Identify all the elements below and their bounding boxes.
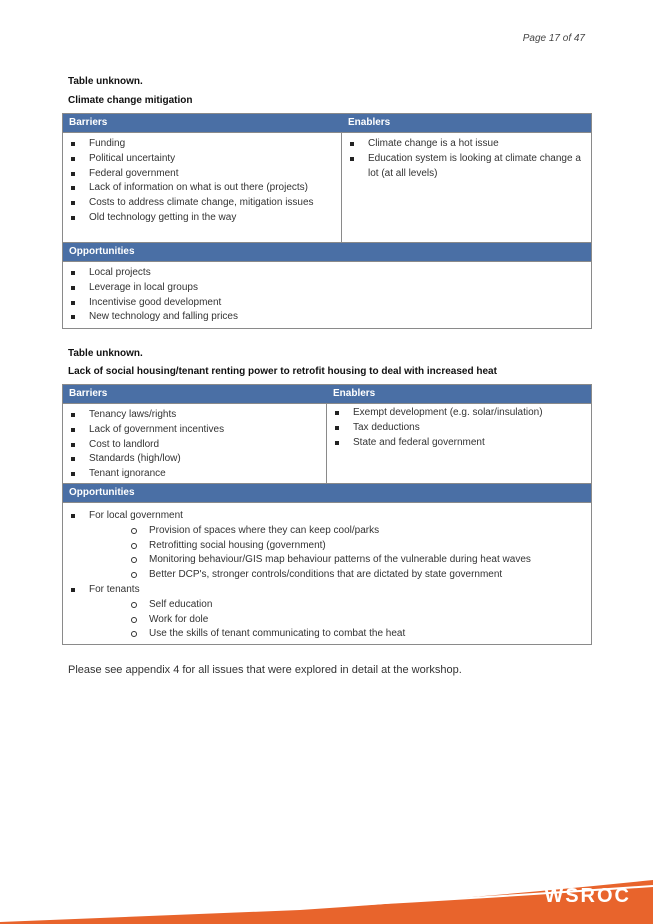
list-item: Incentivise good development: [69, 296, 585, 311]
list-item: Standards (high/low): [69, 452, 320, 467]
table2-enablers-header: Enablers: [327, 385, 591, 403]
sub-list-item: Better DCP's, stronger controls/conditions that are dictated by state government: [89, 568, 585, 583]
list-item: Cost to landlord: [69, 438, 320, 453]
list-item: Lack of information on what is out there (projects): [69, 181, 335, 196]
table2: [62, 384, 592, 645]
table1-title: Climate change mitigation: [68, 95, 193, 106]
list-item: Funding: [69, 137, 335, 152]
table2-title: Lack of social housing/tenant renting power to retrofit housing to deal with increased heat: [68, 366, 497, 377]
list-item: Tenancy laws/rights: [69, 408, 320, 423]
list-item: Lack of government incentives: [69, 423, 320, 438]
table2-barriers-cell: [63, 404, 327, 483]
sub-list-item: Provision of spaces where they can keep cool/parks: [89, 524, 585, 539]
list-item: Local projects: [69, 266, 585, 281]
opportunity-group-label: For tenants: [89, 583, 140, 595]
table1-enablers-cell: [342, 133, 591, 242]
table1-caption: Table unknown.: [68, 76, 143, 87]
list-item: Exempt development (e.g. solar/insulation): [333, 406, 585, 421]
list-item: New technology and falling prices: [69, 310, 585, 325]
opportunity-group-label: For local government: [89, 510, 183, 521]
list-item: State and federal government: [333, 436, 585, 451]
list-item: Old technology getting in the way: [69, 211, 335, 226]
list-item: Tax deductions: [333, 421, 585, 436]
sub-list-item: Self education: [89, 598, 585, 613]
list-item: Tenant ignorance: [69, 467, 320, 482]
table1-opportunities-cell: [63, 262, 591, 328]
list-item: Costs to address climate change, mitigation issues: [69, 196, 335, 211]
list-item: [69, 583, 585, 642]
list-item: [69, 509, 585, 583]
table1-opportunities-header: Opportunities: [63, 242, 591, 261]
table2-opportunities-header: Opportunities: [63, 483, 591, 502]
sub-list-item: Retrofitting social housing (government): [89, 539, 585, 554]
table1-enablers-header: Enablers: [342, 114, 591, 132]
table2-opportunities-cell: [63, 503, 591, 644]
appendix-note: Please see appendix 4 for all issues that were explored in detail at the workshop.: [68, 664, 462, 676]
wsroc-logo: WSROC: [544, 885, 631, 907]
list-item: Education system is looking at climate change a lot (at all levels): [348, 152, 585, 182]
table1-barriers-header: Barriers: [63, 114, 342, 132]
list-item: Leverage in local groups: [69, 281, 585, 296]
table2-barriers-header: Barriers: [63, 385, 327, 403]
list-item: Climate change is a hot issue: [348, 137, 585, 152]
table2-enablers-cell: [327, 404, 591, 483]
sub-list-item: Work for dole: [89, 613, 585, 628]
list-item: Federal government: [69, 167, 335, 182]
table2-caption: Table unknown.: [68, 348, 143, 359]
sub-list-item: Monitoring behaviour/GIS map behaviour patterns of the vulnerable during heat waves: [89, 553, 585, 568]
list-item: Political uncertainty: [69, 152, 335, 167]
page-number: Page 17 of 47: [522, 33, 585, 44]
sub-list-item: Use the skills of tenant communicating to combat the heat: [89, 627, 585, 642]
table1: [62, 113, 592, 329]
table1-barriers-cell: [63, 133, 342, 242]
